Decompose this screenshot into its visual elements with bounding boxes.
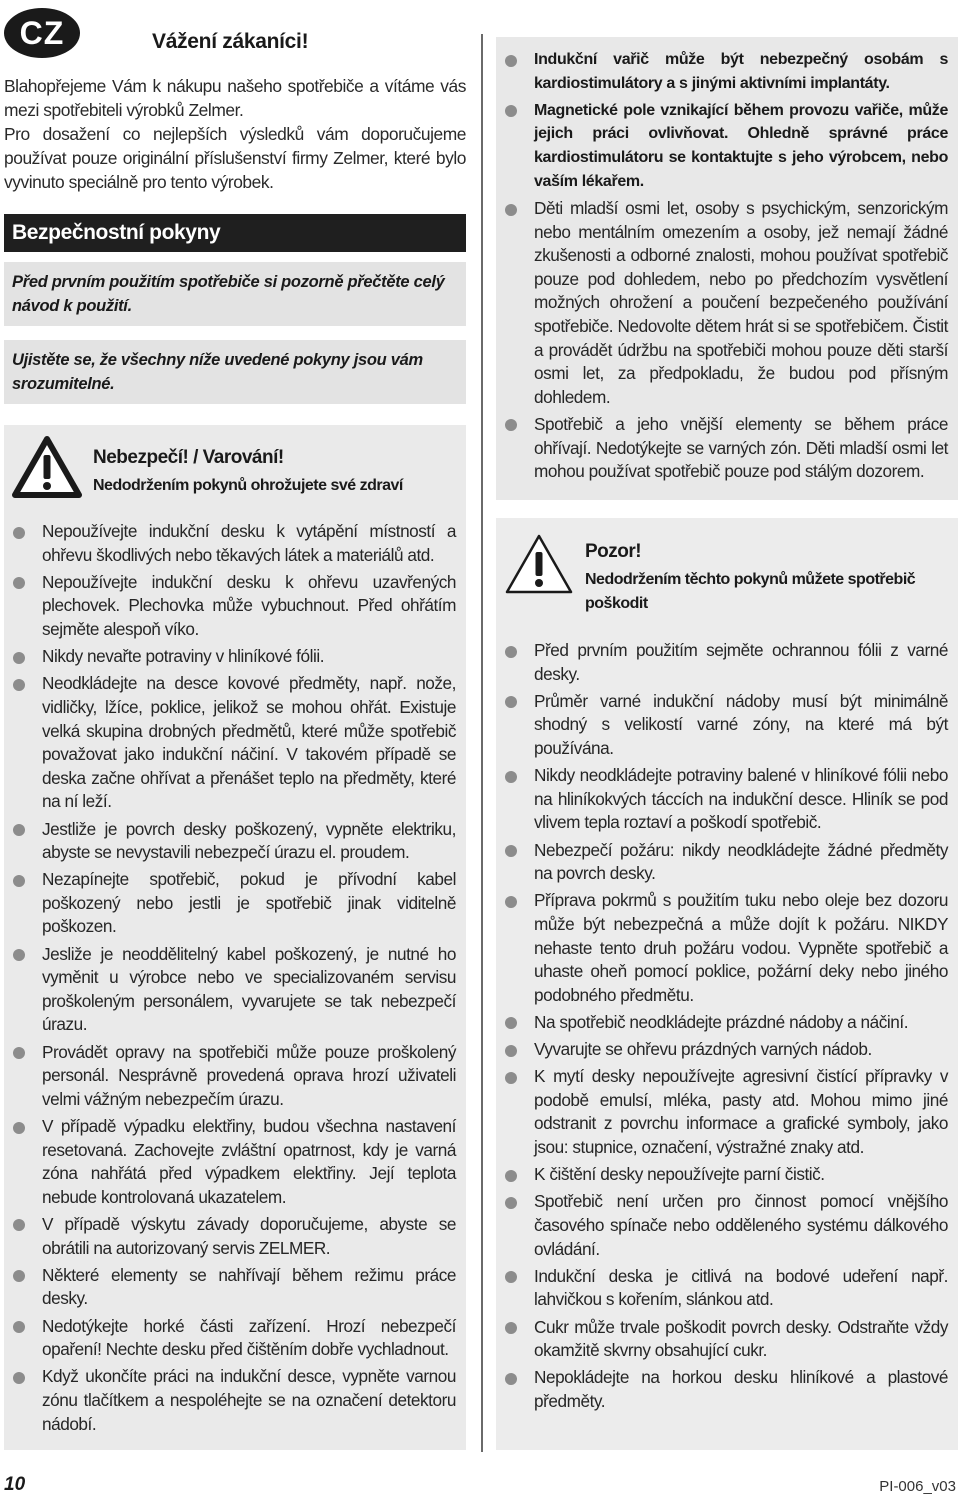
list-item: Některé elementy se nahřívají během režimu práce desky. [12, 1264, 456, 1311]
list-item: Na spotřebič neodkládejte prázdné nádoby a náčiní. [504, 1011, 948, 1035]
list-item: Cukr může trvale poškodit povrch desky. Odstraňte vždy okamžitě skvrny obsahující cukr. [504, 1316, 948, 1363]
column-divider [481, 34, 483, 1452]
list-item: Jestliže je povrch desky poškozený, vypněte elektriku, abyste se nevystavili nebezpečí úrazu el. proudem. [12, 818, 456, 865]
list-item: Provádět opravy na spotřebiči může pouze proškolený personál. Nesprávně provedená oprava hrozí uživateli velmi vážným nebezpečím úrazu. [12, 1041, 456, 1112]
danger-list [12, 520, 456, 1440]
list-item: Spotřebič není určen pro činnost pomocí vnějšího časového spínače nebo odděleného systému dálkového ovládání. [504, 1190, 948, 1261]
caution-subtitle: Nedodržením těchto pokynů můžete spotřebič poškodit [585, 571, 916, 612]
list-item: Neodkládejte na desce kovové předměty, např. nože, vidličky, lžíce, poklice, jelikož se mohou ohřát. Existuje velká skupina drobných předmětů, které může spotřebič považovat jako indukční náčiní. V takovém případě se deska začne ohřívat a přenášet teplo na předměty, které na ní leží. [12, 672, 456, 814]
list-item: Nikdy nevařte potraviny v hliníkové fólii. [12, 645, 456, 669]
pacemaker-warning-list [504, 48, 948, 197]
language-badge: CZ [4, 8, 80, 58]
list-item: Děti mladší osmi let, osoby s psychickým, senzorickým nebo mentálním omezením a osoby, jež nemají žádné zkušenosti a odborné znalosti, mohou používat spotřebič pouze pod dohledem, nebo po předchozím vysvětlení možných ohrožení a poučení bezpečeného používání spotřebiče. Nedovolte dětem hrát si se spotřebičem. Čistit a provádět údržbu na spotřebiči mohou pouze děti starší osmi let, za předpokladu, že budou pod přísným dohledem. [504, 197, 948, 409]
list-item: Indukční vařič může být nebezpečný osobám s kardiostimulátory a s jinými aktivními implantáty. [504, 48, 948, 95]
list-item: Jesliže je neoddělitelný kabel poškozený, je nutné ho vyměnit u výrobce nebo ve specializovaném servisu proškoleným personálem, vyvarujete se tak nebezpečí úrazu. [12, 943, 456, 1037]
children-warning-list [504, 197, 948, 487]
intro-text [4, 74, 466, 194]
list-item: Průměr varné indukční nádoby musí být minimálně shodný s velikostí varné zóny, na které má být používána. [504, 690, 948, 761]
list-item: Nepoužívejte indukční desku k ohřevu uzavřených plechovek. Plechovka může vybuchnout. Před ohřátím sejměte alespoň víko. [12, 571, 456, 642]
caution-list [504, 639, 948, 1417]
list-item: Nedotýkejte horké části zařízení. Hrozí nebezpečí opaření! Nechte desku před čištěním dobře vychladnout. [12, 1315, 456, 1362]
list-item: Příprava pokrmů s použitím tuku nebo oleje bez dozoru může být nebezpečná a může dojít k požáru. NIKDY nehaste tento druh požáru vodou. Vypněte spotřebič a uhaste oheň pomocí poklice, požární deky nebo jiného podobného předmětu. [504, 889, 948, 1007]
list-item: Nebezpečí požáru: nikdy neodkládejte žádné předměty na povrch desky. [504, 839, 948, 886]
greeting-heading: Vážení zákaníci! [152, 30, 309, 53]
page-number: 10 [4, 1474, 26, 1495]
list-item: Nezapínejte spotřebič, pokud je přívodní kabel poškozený nebo jestli je spotřebič jinak viditelně poškozen. [12, 868, 456, 939]
list-item: Vyvarujte se ohřevu prázdných varných nádob. [504, 1038, 948, 1062]
list-item: Indukční deska je citlivá na bodové udeření např. lahvičkou s kořením, slánkou atd. [504, 1265, 948, 1312]
understand-note: Ujistěte se, že všechny níže uvedené pokyny jsou vám srozumitelné. [4, 340, 466, 404]
list-item: K mytí desky nepoužívejte agresivní čistící přípravky v podobě emulsí, mléka, pasty atd. Mohou mimo jiné odstranit z povrchu informace a grafické symboly, jako jsou: stupnice, označení, výstražné znaky atd. [504, 1065, 948, 1159]
list-item: K čištění desky nepoužívejte parní čistič. [504, 1163, 948, 1187]
caution-triangle-icon [504, 532, 574, 596]
document-code: PI-006_v03 [879, 1478, 956, 1495]
warning-triangle-icon [12, 435, 82, 499]
list-item: V případě výpadku elektřiny, budou všechna nastavení resetovaná. Zachovejte zvláštní opatrnost, kdy je varná zóna nahřátá před výpadkem elektřiny. Její teplota nebude kontrolovaná ukazatelem. [12, 1115, 456, 1209]
list-item: Nepoužívejte indukční desku k vytápění místností a ohřevu škodlivých nebo těkavých látek a materiálů atd. [12, 520, 456, 567]
list-item: Když ukončíte práci na indukční desce, vypněte varnou zónu tlačítkem a nespoléhejte se na označení detektoru nádobí. [12, 1365, 456, 1436]
read-manual-note: Před prvním použitím spotřebiče si pozorně přečtěte celý návod k použití. [4, 262, 466, 326]
caution-title: Pozor! [585, 541, 642, 562]
list-item: Nikdy neodkládejte potraviny balené v hliníkové fólii nebo na hliníkokvých táccích na indukční desce. Hliník se pod vlivem tepla roztaví a poškodí spotřebič. [504, 764, 948, 835]
intro-paragraph: Pro dosažení co nejlepších výsledků vám doporučujeme používat pouze originální příslušenství firmy Zelmer, které bylo vyvinuto speciálně pro tento výrobek. [4, 124, 466, 192]
danger-title: Nebezpečí! / Varování! [93, 447, 284, 468]
list-item: Nepokládejte na horkou desku hliníkové a plastové předměty. [504, 1366, 948, 1413]
danger-subtitle: Nedodržením pokynů ohrožujete své zdraví [93, 477, 403, 494]
list-item: Spotřebič a jeho vnější elementy se během práce ohřívají. Nedotýkejte se varných zón. Děti mladší osmi let mohou používat spotřebič pouze pod stálým dozorem. [504, 413, 948, 484]
list-item: V případě výskytu závady doporučujeme, abyste se obrátili na autorizovaný servis ZELMER. [12, 1213, 456, 1260]
section-title-bar: Bezpečnostní pokyny [4, 214, 466, 252]
list-item: Před prvním použitím sejměte ochrannou fólii z varné desky. [504, 639, 948, 686]
intro-paragraph: Blahopřejeme Vám k nákupu našeho spotřebiče a vítáme vás mezi spotřebiteli výrobků Zelmer. [4, 76, 466, 120]
list-item: Magnetické pole vznikající během provozu vařiče, může jejich práci ovlivňovat. Ohledně správné práce kardiostimulátoru se kontaktujte s jeho výrobcem, nebo vaším lékařem. [504, 99, 948, 193]
